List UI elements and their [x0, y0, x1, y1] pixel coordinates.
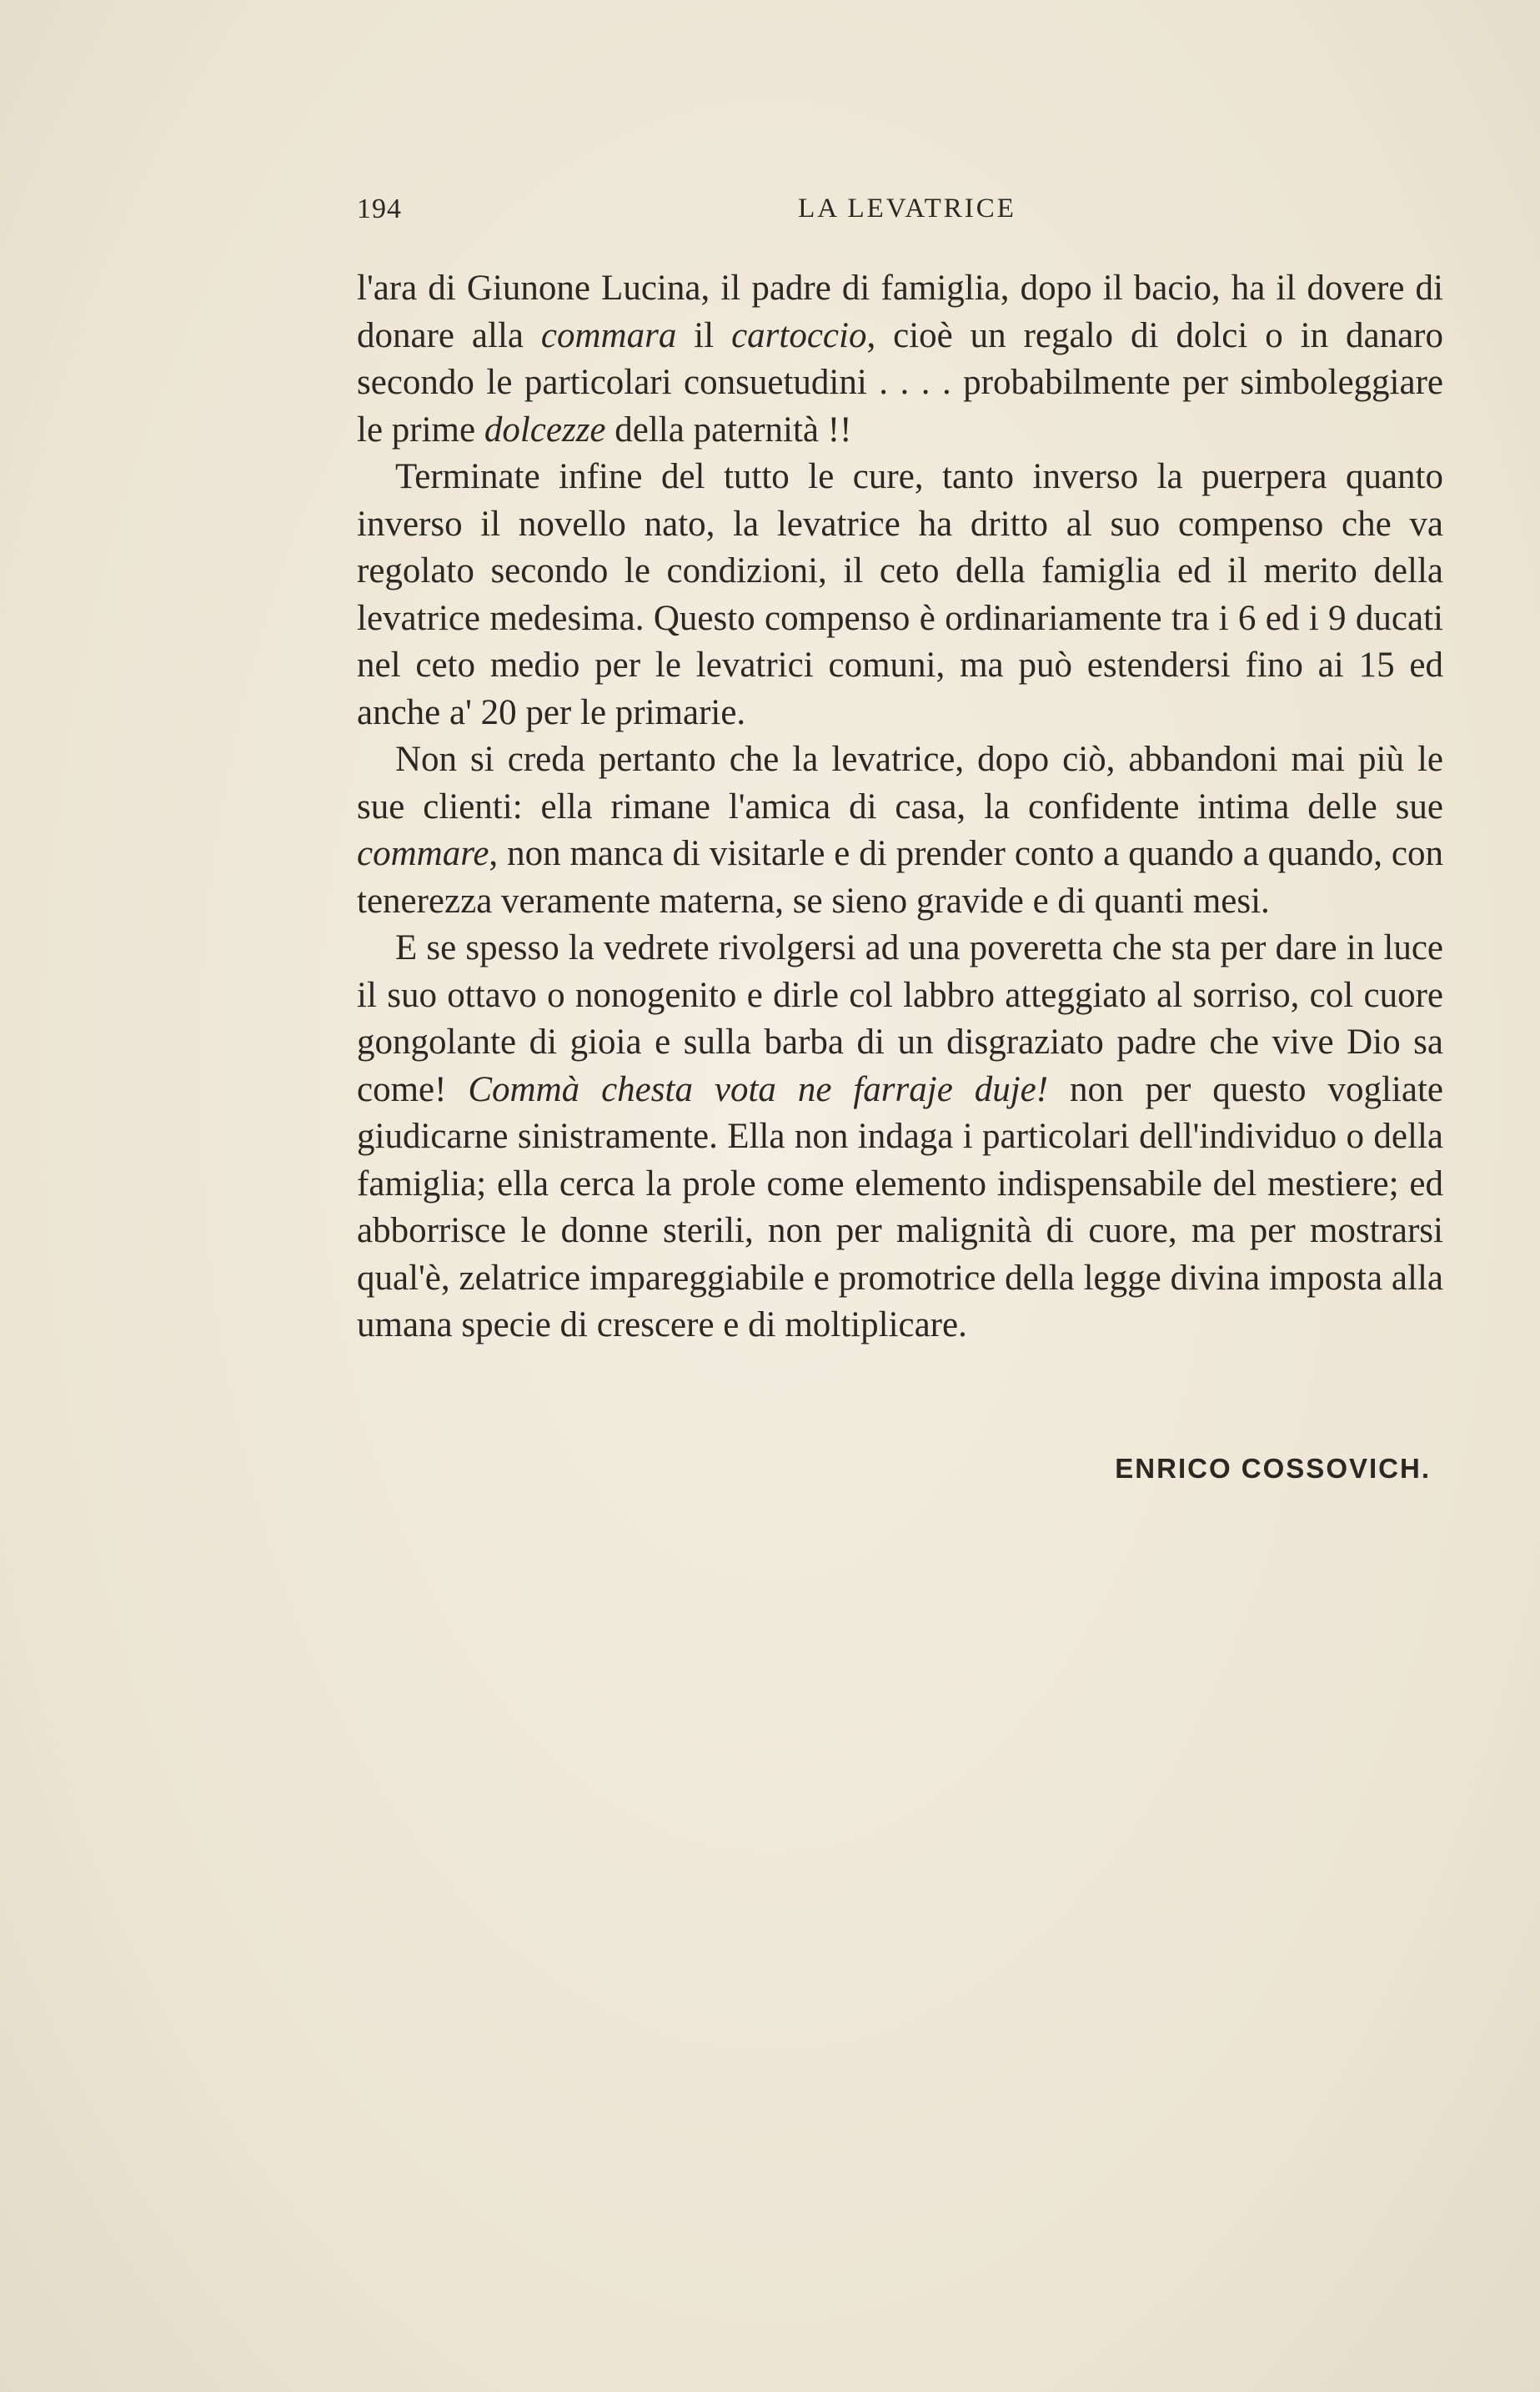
- text-run: E se spesso la vedrete rivolgersi ad una poveretta che sta per dare in luce il suo ottavo o nonogenito e dirle col labbro atteggiato al sorriso, col cuore gongolante di gioia e sulla barba di un disgraziato padre che vive Dio sa come!: [357, 928, 1443, 1109]
- text-run: , non manca di visitarle e di prender conto a quando a quando, con tenerezza veramente materna, se sieno gravide e di quanti mesi.: [357, 834, 1443, 921]
- paragraph: [357, 736, 1443, 925]
- running-title: LA LEVATRICE: [798, 193, 1016, 224]
- author-signature: ENRICO COSSOVICH.: [1115, 1453, 1431, 1484]
- body-text: [357, 265, 1443, 1349]
- italic-text: commara: [540, 315, 677, 355]
- italic-text: commare: [357, 834, 489, 873]
- text-run: Non si creda pertanto che la levatrice, dopo ciò, abbandoni mai più le sue clienti: ella rimane l'amica di casa, la confidente intima delle sue: [357, 740, 1443, 827]
- page-header: [357, 193, 1457, 230]
- text-run: della paternità !!: [605, 410, 852, 450]
- italic-text: cartoccio: [731, 315, 867, 355]
- italic-text: Commà chesta vota ne farraje duje!: [468, 1069, 1049, 1109]
- text-run: Terminate infine del tutto le cure, tanto inverso la puerpera quanto inverso il novello nato, la levatrice ha dritto al suo compenso che va regolato secondo le condizioni, il ceto della famiglia ed il merito della levatrice medesima. Questo compenso è ordinariamente tra i 6 ed i 9 ducati nel ceto medio per le levatrici comuni, ma può estendersi fino ai 15 ed anche a' 20 per le primarie.: [357, 457, 1443, 732]
- text-run: l'ara di Giunone Lucina, il padre di famiglia, dopo il bacio, ha il dovere di donare alla: [357, 269, 1443, 355]
- text-run: , cioè un regalo di dolci o in danaro secondo le particolari consuetudini . . . . probabilmente per simboleggiare le prime: [357, 315, 1443, 450]
- page-number: 194: [357, 193, 402, 224]
- show-through-ink: [359, 1368, 1467, 2244]
- text-run: il: [676, 315, 732, 355]
- paragraph: [357, 925, 1443, 1349]
- text-run: non per questo vogliate giudicarne sinistramente. Ella non indaga i particolari dell'individuo o della famiglia; ella cerca la prole come elemento indispensabile del mestiere; ed abborrisce le donne sterili, non per malignità di cuore, ma per mostrarsi qual'è, zelatrice impareggiabile e promotrice della legge divina imposta alla umana specie di crescere e di moltiplicare.: [357, 1069, 1444, 1344]
- paragraph: [357, 265, 1443, 454]
- paragraph: [357, 454, 1443, 736]
- italic-text: dolcezze: [484, 410, 606, 450]
